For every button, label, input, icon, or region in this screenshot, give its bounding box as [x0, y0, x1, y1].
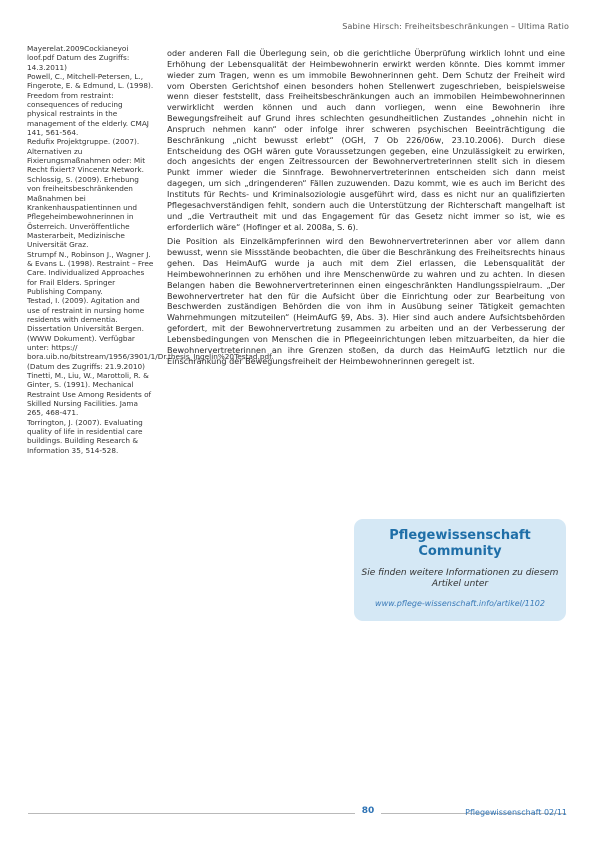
community-box-title-line2: Community: [418, 544, 502, 559]
community-box-subtitle: Sie finden weitere Informationen zu diesem Artikel unter: [361, 568, 559, 589]
reference-list: [27, 44, 274, 455]
footer-journal-issue: Pflegewissenschaft 02/11: [465, 808, 567, 817]
community-box-title: [354, 528, 566, 560]
running-head: Sabine Hirsch: Freiheitsbeschränkungen – Ultima Ratio: [342, 22, 569, 31]
community-box-title-line1: Pflegewissenschaft: [389, 528, 531, 543]
reference-item: Strumpf N., Robinson J., Wagner J. & Evans L. (1998). Restraint – Free Care. Individualized Approaches for Frail Elders. Springer Publishing Company.: [27, 249, 154, 296]
reference-item: Powell, C., Mitchell-Petersen, L., Fingerote, E. & Edmund, L. (1998). Freedom from restraint: consequences of reducing physical restraints in the management of the elderly. CMAJ 141, 561-564.: [27, 72, 154, 138]
body-paragraph: oder anderen Fall die Überlegung sein, ob die gerichtliche Überprüfung wirklich lohnt und eine Erhöhung der Lebensqualität der Heimbewohnerin erwirkt werden könnte. Dies kommt immer wieder zum Tragen, wenn es um immobile Bewohnerinnen geht. Dem Schutz der Freiheit wird vom Obersten Gerichtshof einen besonders hohen Stellenwert zugeschrieben, beispielsweise wenn dieser feststellt, dass Freiheitsbeschränkungen auch an immobilen Heimbewohnerinnen verwirklicht werden können und auch dann vorliegen, wenn eine Bewohnerin ihre Bewegungsfreiheit auf Grund ihres schlechten gesundheitlichen Zustandes „ohnehin nicht in Anspruch nehmen kann“ oder infolge ihrer schweren psychischen Beeinträchtigung die Beschränkung „nicht bewusst erlebt“ (OGH, 7 Ob 226/06w, 23.10.2006). Durch diese Entscheidung des OGH wären gute Voraussetzungen gegeben, eine Unzulässigkeit zu erwirken, doch angesichts der engen Zeitressourcen der Bewohnervertreterinnen stellt sich in diesem Punkt immer wieder die Sinnfrage. Bewohnervertreterinnen entscheiden sich dann meist dagegen, um sich „dringenderen“ Fällen zuzuwenden. Dazu kommt, wie es auch im Bericht des Instituts für Rechts- und Kriminalsoziologie ausgeführt wird, dass es nicht nur an qualifizierten Pflegesachverständigen fehlt, sondern auch die Unterstützung der Richterschaft mangelhaft ist und „die Vertrautheit mit und das Engagement für das Gesetz nicht immer so ist, wie es erforderlich wäre“ (Hofinger et al. 2008a, S. 6).: [167, 48, 565, 232]
reference-item: Torrington, J. (2007). Evaluating quality of life in residential care buildings. Building Research & Information 35, 514-528.: [27, 417, 143, 455]
reference-item: Mayerelat.2009Cockianeyoi loof.pdf Datum des Zugriffs: 14.3.2011): [27, 44, 130, 72]
community-info-box: [354, 519, 566, 621]
reference-item: Testad, I. (2009). Agitation and use of restraint in nursing home residents with dementia. Dissertation Universität Bergen. (WWW Dokument). Verfügbar unter: https:// bora.uib.no/bitstream/1956/3901/1/Dr.thesis_Ingelin%20Testad.pdf. (Datum des Zugriffs: 21.9.2010): [27, 296, 274, 371]
community-box-link[interactable]: www.pflege-wissenschaft.info/artikel/1102: [375, 599, 545, 608]
page-number: 80: [355, 806, 381, 816]
reference-item: Redufix Projektgruppe. (2007). Alternativen zu Fixierungsmaßnahmen oder: Mit Recht fixiert? Vincentz Network.: [27, 137, 146, 175]
reference-item: Tinetti, M., Liu, W., Marottoli, R. & Ginter, S. (1991). Mechanical Restraint Use Among Residents of Skilled Nursing Facilities. Jama 265, 468-471.: [27, 371, 152, 418]
body-paragraph: Die Position als Einzelkämpferinnen wird den Bewohnervertreterinnen aber vor allem dann bewusst, wenn sie Missstände beobachten, die über die Beschränkung des Freiheitsrechts hinaus gehen. Das HeimAufG wurde ja auch mit dem Ziel erlassen, die Lebensqualität der Heimbewohnerinnen zu erhöhen und ihre Menschenwürde zu wahren und zu achten. In diesen Belangen haben die Bewohnervertreterinnen einen eingeschränkten Handlungsspielraum. „Der Bewohnervertreter hat den für die Aufsicht über die Einrichtung oder zur Bearbeitung von Beschwerden zuständigen Behörden die von ihm in Ausübung seiner Tätigkeit gemachten Wahrnehmungen mitzuteilen“ (HeimAufG §9, Abs. 3). Hier sind auch andere Aufsichtsbehörden gefordert, mit der Bewohnervertretung zusammen zu arbeiten und an der Verbesserung der Lebensbedingungen von Menschen die in Pflegeeinrichtungen leben mitzuarbeiten, da hier die Bewohnervertreterinnen an ihre Grenzen stoßen, da durch das HeimAufG letztlich nur die Einschränkung der Bewegungsfreiheit der Heimbewohnerinnen geregelt ist.: [167, 236, 565, 366]
reference-item: Schlossig, S. (2009). Erhebung von freiheitsbeschränkenden Maßnahmen bei Krankenhauspatientinnen und Pflegeheimbewohnerinnen in Österreich. Unveröffentliche Masterarbeit, Medizinische Universität Graz.: [27, 174, 139, 250]
article-body: [167, 48, 565, 370]
